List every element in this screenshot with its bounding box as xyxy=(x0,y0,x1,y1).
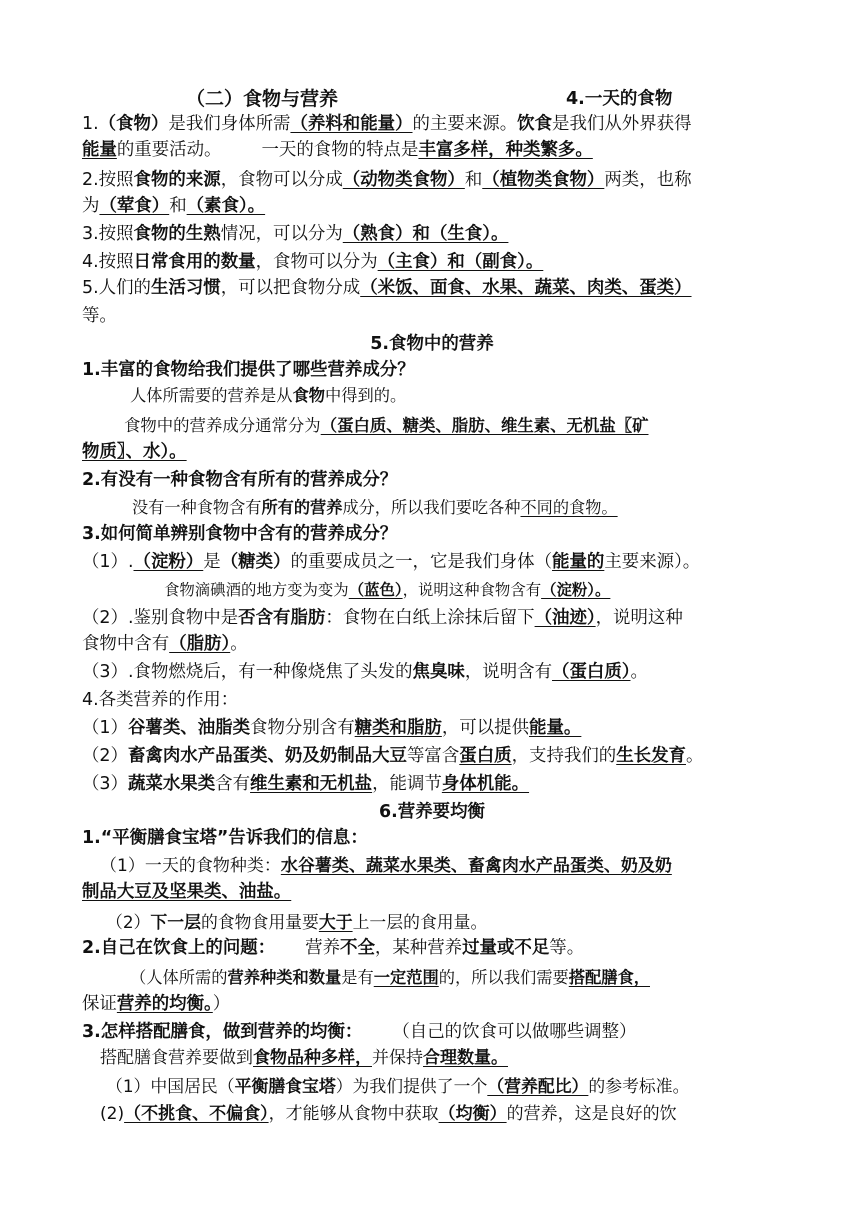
text-line: (2)（不挑食、不偏食），才能够从食物中获取（均衡）的营养，这是良好的饮 xyxy=(100,1104,677,1124)
section-heading: 6.营养要均衡 xyxy=(379,802,485,822)
text-line: （1）.（淀粉）是（糖类）的重要成员之一，它是我们身体（能量的主要来源）。 xyxy=(82,552,701,572)
text-line: 1.（食物）是我们身体所需（养料和能量）的主要来源。饮食是我们从外界获得 xyxy=(82,114,692,134)
text-line: 制品大豆及坚果类、油盐。 xyxy=(82,882,292,902)
section-heading: 5.食物中的营养 xyxy=(370,334,494,354)
text-line: 4.按照日常食用的数量，食物可以分为（主食）和（副食）。 xyxy=(82,252,544,272)
text-line: （2）畜禽肉水产品蛋类、奶及奶制品大豆等富含蛋白质，支持我们的生长发育。 xyxy=(82,746,704,766)
text-line: 3.怎样搭配膳食，做到营养的均衡： （自己的饮食可以做哪些调整） xyxy=(82,1022,637,1042)
text-line: （2）下一层的食物食用量要大于上一层的食用量。 xyxy=(106,912,488,932)
text-line: （3）蔬菜水果类含有维生素和无机盐，能调节身体机能。 xyxy=(82,774,530,794)
text-line: （1）中国居民（平衡膳食宝塔）为我们提供了一个（营养配比）的参考标准。 xyxy=(106,1076,690,1096)
section-title: （二）食物与营养 xyxy=(186,88,339,110)
text-line: 4.各类营养的作用： xyxy=(82,690,239,710)
text-line: （人体所需的营养种类和数量是有一定范围的，所以我们需要搭配膳食， xyxy=(130,968,650,987)
text-line: 保证营养的均衡。） xyxy=(82,994,231,1014)
text-line: 5.人们的生活习惯，可以把食物分成（米饭、面食、水果、蔬菜、肉类、蛋类） xyxy=(82,278,692,298)
lesson-title: 4.一天的食物 xyxy=(566,89,673,109)
text-line: （1）一天的食物种类：水谷薯类、蔬菜水果类、畜禽肉水产品蛋类、奶及奶 xyxy=(100,856,672,876)
text-line: 搭配膳食营养要做到食物品种多样，并保持合理数量。 xyxy=(100,1048,508,1068)
text-line: 物质〗、水）。 xyxy=(82,442,187,462)
text-line: 为（荤食）和（素食）。 xyxy=(82,196,266,216)
text-line: 2.按照食物的来源，食物可以分成（动物类食物）和（植物类食物）两类，也称 xyxy=(82,170,692,190)
text-line: 能量的重要活动。 一天的食物的特点是丰富多样，种类繁多。 xyxy=(82,140,593,160)
text-line: （1）谷薯类、油脂类食物分别含有糖类和脂肪，可以提供能量。 xyxy=(82,718,582,738)
question-heading: 1.丰富的食物给我们提供了哪些营养成分？ xyxy=(82,360,415,380)
text-line: 食物中含有（脂肪）。 xyxy=(82,634,248,654)
text-line: 等。 xyxy=(82,306,117,326)
text-line: 人体所需要的营养是从食物中得到的。 xyxy=(130,386,407,405)
text-line: 没有一种食物含有所有的营养成分，所以我们要吃各种不同的食物。 xyxy=(132,498,618,517)
text-line: 3.按照食物的生熟情况，可以分为（熟食）和（生食）。 xyxy=(82,224,509,244)
question-heading: 1.“平衡膳食宝塔”告诉我们的信息： xyxy=(82,828,368,848)
question-heading: 3.如何简单辨别食物中含有的营养成分？ xyxy=(82,524,398,544)
text-line: 食物滴碘酒的地方变为变为（蓝色），说明这种食物含有（淀粉）。 xyxy=(164,581,611,599)
text-line: （3）.食物燃烧后，有一种像烧焦了头发的焦臭味，说明含有（蛋白质）。 xyxy=(82,662,648,682)
text-line: 2.自己在饮食上的问题： 营养不全，某种营养过量或不足等。 xyxy=(82,938,585,958)
question-heading: 2.有没有一种食物含有所有的营养成分？ xyxy=(82,470,398,490)
text-line: （2）.鉴别食物中是否含有脂肪：食物在白纸上涂抹后留下（油迹），说明这种 xyxy=(82,608,683,628)
text-line: 食物中的营养成分通常分为（蛋白质、糖类、脂肪、维生素、无机盐〖矿 xyxy=(124,416,649,435)
